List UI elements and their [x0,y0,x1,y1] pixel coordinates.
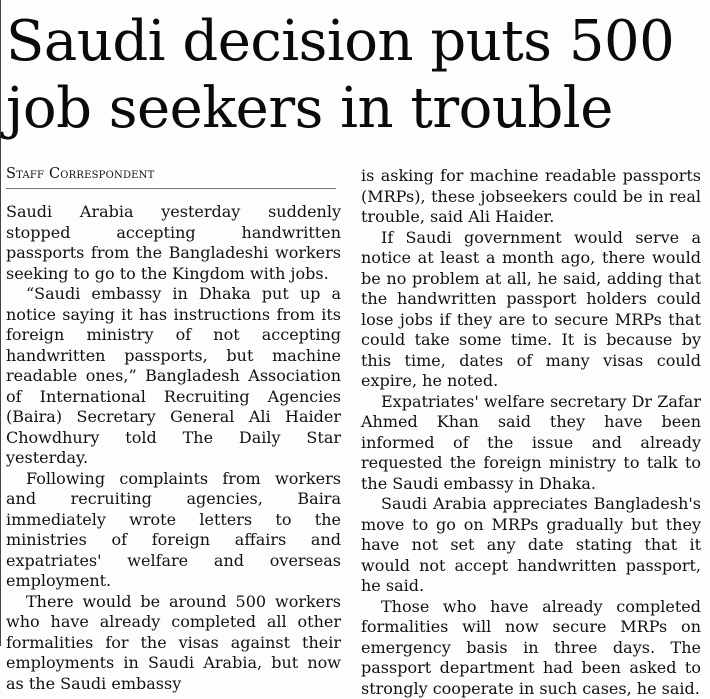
paragraph: Expatriates' welfare secretary Dr Zafar Ahmed Khan said they have been informed of the issue and already requested the foreign ministry to talk to the Saudi embassy in Dhaka. [361,392,701,495]
paragraph: “Saudi embassy in Dhaka put up a notice saying it has instructions from its foreign ministry of not accepting handwritten passports, but machine readable ones,” Bangladesh Association of International Recruiting Agencies (Baira) Secretary General Ali Haider Chowdhury told The Daily Star yesterday. [6,284,341,469]
byline: Staff Correspondent [6,166,336,189]
paragraph: There would be around 500 workers who have already completed all other formalities for the visas against their employments in Saudi Arabia, but now as the Saudi embassy [6,592,341,695]
paragraph: Saudi Arabia appreciates Bangladesh's move to go on MRPs gradually but they have not set any date stating that it would not accept handwritten passport, he said. [361,494,701,597]
article-column-2 [361,166,701,699]
paragraph: Following complaints from workers and recruiting agencies, Baira immediately wrote letters to the ministries of foreign affairs and expatriates' welfare and overseas employment. [6,469,341,592]
paragraph: Those who have already completed formalities will now secure MRPs on emergency basis in three days. The passport department had been asked to strongly cooperate in such cases, he said. [361,597,701,699]
paragraph: Saudi Arabia yesterday suddenly stopped accepting handwritten passports from the Bangladeshi workers seeking to go to the Kingdom with jobs. [6,202,341,284]
paragraph: is asking for machine readable passports (MRPs), these jobseekers could be in real trouble, said Ali Haider. [361,166,701,228]
article-column-1 [6,202,341,694]
paragraph: If Saudi government would serve a notice at least a month ago, there would be no problem at all, he said, adding that the handwritten passport holders could lose jobs if they are to secure MRPs that could take some time. It is because by this time, dates of many visas could expire, he noted. [361,228,701,392]
headline: Saudi decision puts 500 job seekers in trouble [6,8,706,142]
left-border-rule [0,0,1,646]
